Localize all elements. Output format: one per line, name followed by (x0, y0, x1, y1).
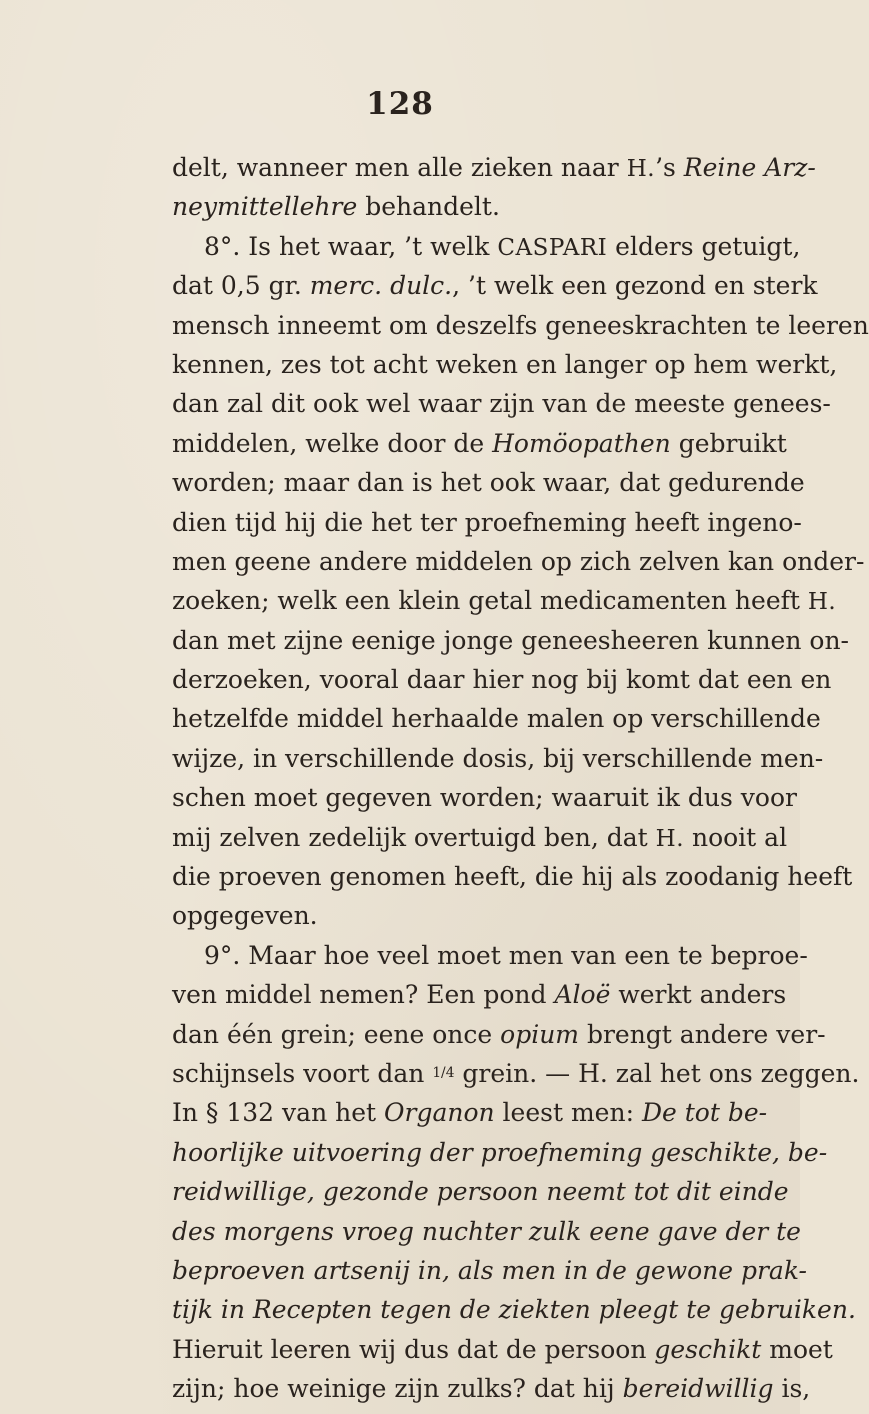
text-line (172, 345, 838, 384)
text-run: dien tijd hij die het ter proefneming heeft ingeno- (172, 507, 802, 537)
text-run: gebruikt (670, 428, 787, 458)
italic-text: Aloë (554, 980, 611, 1010)
text-run: ’s (655, 153, 684, 182)
text-run: , ’t welk een gezond en sterk (452, 271, 818, 301)
text-line (172, 1290, 856, 1329)
text-run: men geene andere middelen op zich zelven kan onder- (172, 546, 865, 576)
text-line (172, 266, 818, 305)
text-run: dat 0,5 gr. (172, 271, 310, 301)
text-line (172, 857, 853, 896)
text-line (172, 424, 787, 463)
text-run: schen moet gegeven worden; waaruit ik dus voor (172, 783, 797, 813)
text-run: mensch inneemt om deszelfs geneeskrachten te leeren (172, 310, 869, 340)
text-line (172, 778, 797, 817)
italic-text: Reine Arz- (683, 153, 816, 182)
text-run: kennen, zes tot acht weken en langer op hem werkt, (172, 349, 838, 379)
text-line (172, 227, 801, 266)
text-run: ven middel nemen? Een pond (172, 980, 555, 1010)
text-line (172, 503, 802, 542)
text-run: behandelt. (357, 192, 500, 222)
text-line (172, 306, 869, 345)
text-run: nooit al (684, 822, 788, 852)
italic-text: des morgens vroeg nuchter zulk eene gave der te (172, 1216, 801, 1246)
text-line (172, 739, 824, 778)
text-line (172, 1212, 801, 1251)
italic-text: De tot be- (641, 1098, 768, 1128)
text-line (172, 1015, 826, 1054)
text-run: dan met zijne eenige jonge geneesheeren kunnen on- (172, 625, 849, 655)
text-run: hetzelfde middel herhaalde malen op verschillende (172, 704, 821, 734)
text-line (172, 542, 865, 581)
text-run: leest men: (494, 1098, 642, 1128)
text-line (172, 463, 805, 502)
italic-text: hoorlijke uitvoering der proefneming geschikte, be- (172, 1137, 828, 1167)
text-run: werkt anders (610, 980, 787, 1010)
text-run: worden; maar dan is het ook waar, dat gedurende (172, 468, 805, 498)
text-line (172, 818, 788, 857)
text-run: In § 132 van het (172, 1098, 384, 1128)
text-run: elders getuigt, (607, 231, 801, 261)
small-caps-name: CASPARI (497, 234, 608, 261)
text-run: dan één grein; eene once (172, 1019, 501, 1049)
text-line (172, 1054, 860, 1093)
text-run: schijnsels voort dan (172, 1058, 433, 1088)
italic-text: opium (500, 1019, 579, 1049)
italic-text: neymittellehre (172, 192, 358, 222)
text-run: brengt andere ver- (579, 1019, 826, 1049)
text-run: grein. — H. zal het ons zeggen. (454, 1058, 860, 1088)
small-caps-name: H. (655, 825, 685, 852)
text-line (172, 896, 740, 935)
text-line (172, 187, 740, 226)
italic-text: reidwillige, gezonde persoon neemt tot dit einde (172, 1177, 789, 1207)
text-run: middelen, welke door de (172, 428, 493, 458)
text-run: zoeken; welk een klein getal medicamenten heeft (172, 586, 808, 616)
text-run: opgegeven. (172, 901, 318, 931)
text-line (172, 1330, 833, 1369)
text-run: derzoeken, vooral daar hier nog bij komt dat een en (172, 665, 832, 695)
text-run: zijn; hoe weinige zijn zulks? dat hij (172, 1374, 623, 1404)
text-run: is, (773, 1374, 811, 1404)
italic-text: Homöopathen (492, 428, 671, 458)
text-line (172, 1251, 807, 1290)
italic-text: tijk in Recepten tegen de ziekten pleegt te gebruiken. (172, 1295, 856, 1325)
text-line (172, 384, 831, 423)
text-run: mij zelven zedelijk overtuigd ben, dat (172, 822, 656, 852)
text-line (172, 699, 821, 738)
italic-text: Organon (384, 1098, 495, 1128)
text-line (172, 1133, 828, 1172)
fraction: 1/4 (432, 1065, 455, 1082)
text-run: wijze, in verschillende dosis, bij verschillende men- (172, 743, 824, 773)
text-line (172, 621, 849, 660)
page-number: 128 (366, 86, 434, 122)
text-run: 9°. Maar hoe veel moet men van een te beproe- (204, 940, 808, 970)
text-line (172, 1172, 789, 1211)
small-caps-name: H. (807, 589, 837, 616)
italic-text: bereidwillig (622, 1374, 774, 1404)
text-run: 8°. Is het waar, ’t welk (204, 231, 498, 261)
text-line (172, 936, 808, 975)
text-line (172, 660, 832, 699)
small-caps-name: H. (626, 156, 656, 182)
italic-text: geschikt (654, 1334, 762, 1364)
italic-text: beproeven artsenij in, als men in de gewone prak- (172, 1255, 807, 1285)
text-run: delt, wanneer men alle zieken naar (172, 153, 627, 182)
text-line (172, 1093, 768, 1132)
body-text (172, 148, 869, 1409)
text-line (172, 975, 787, 1014)
text-run: moet (761, 1334, 833, 1364)
text-line (172, 581, 837, 620)
italic-text: merc. dulc. (309, 271, 453, 301)
text-line (172, 148, 816, 187)
text-line (172, 1369, 811, 1408)
text-run: dan zal dit ook wel waar zijn van de meeste genees- (172, 389, 831, 419)
text-run: Hieruit leeren wij dus dat de persoon (172, 1334, 655, 1364)
text-run: die proeven genomen heeft, die hij als zoodanig heeft (172, 862, 853, 892)
